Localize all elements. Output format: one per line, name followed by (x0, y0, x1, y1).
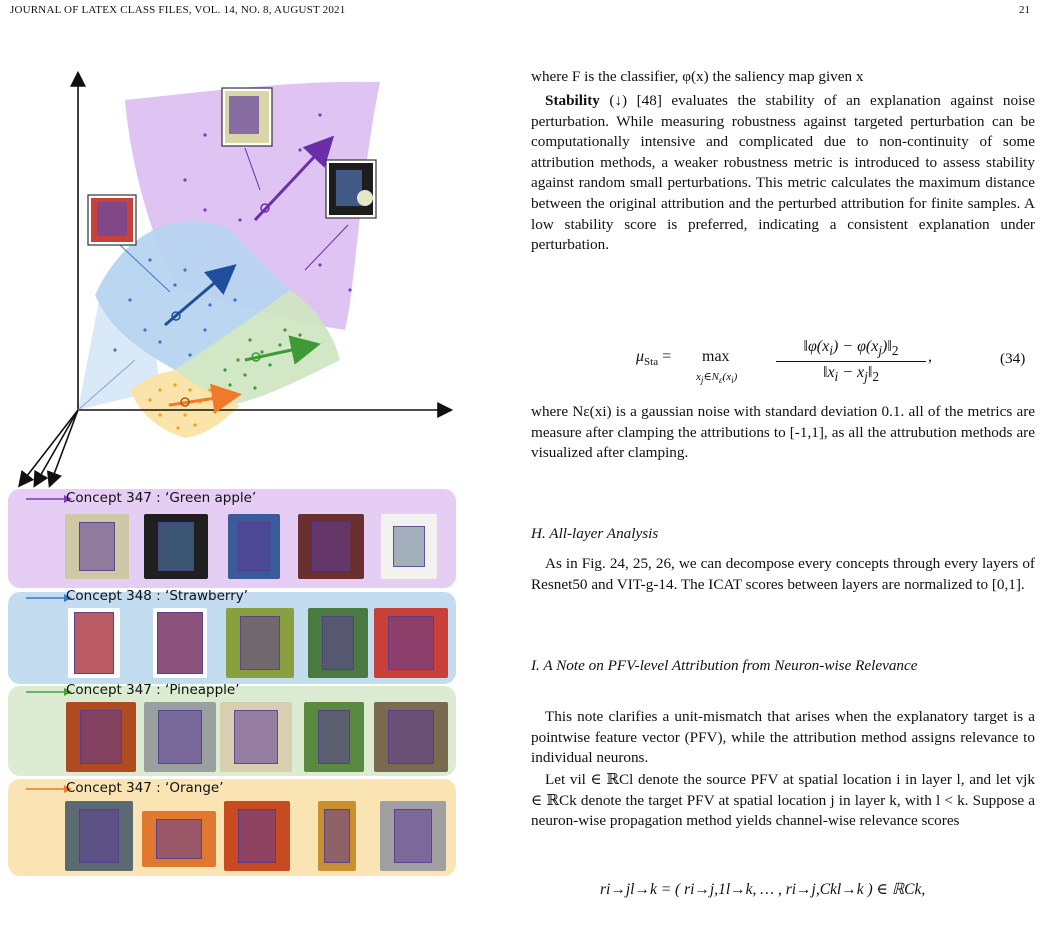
concept-thumb (68, 608, 120, 678)
concept-panel-green-apple (8, 489, 456, 588)
concept-label: Concept 347 : ‘Pineapple’ (66, 682, 240, 698)
concept-thumb (153, 608, 207, 678)
section-i-paragraph-1: This note clarifies a unit-mismatch that arises when the explanatory target is a pointwise feature vector (PFV), while the attribution method assigns relevance to individual neurons. (531, 708, 1035, 767)
journal-header: JOURNAL OF LATEX CLASS FILES, VOL. 14, NO. 8, AUGUST 2021 (10, 4, 346, 16)
stability-paragraph: Stability (↓) [48] evaluates the stability of an explanation against noise perturbation. While measuring robustness against targeted perturbation can be computationally intensive and complicated due to non-continuity of some attribution methods, a weaker robustness metric is introduced to assess stability against random small perturbations. This metric calculates the maximum distance between the original attribution and the perturbed attribution for finite samples. A low stability score is preferred, indicating a consistent explanation under perturbation. (531, 92, 1035, 254)
callout-thumb-apple-1 (222, 88, 272, 146)
concept-thumb (298, 514, 364, 579)
text-line1: where F is the classifier, φ(x) the saliency map given x (531, 68, 864, 85)
concept-thumb (224, 801, 290, 871)
concept-panel-strawberry (8, 588, 456, 684)
section-i-title: I. A Note on PFV-level Attribution from Neuron-wise Relevance (531, 657, 918, 674)
callout-thumb-apple-2 (326, 160, 376, 218)
concept-space-figure (0, 60, 470, 490)
concept-thumb (220, 702, 292, 772)
concept-label: Concept 347 : ‘Orange’ (66, 780, 224, 796)
concept-thumb (65, 801, 133, 871)
concept-thumb (228, 514, 280, 579)
section-h-body: As in Fig. 24, 25, 26, we can decompose every concepts through every layers of Resnet50 and VIT-g-14. The ICAT scores between layers are normalized to [0,1]. (531, 555, 1035, 593)
concept-thumb (66, 702, 136, 772)
section-h-title: H. All-layer Analysis (531, 525, 659, 542)
concept-thumb (308, 608, 368, 678)
concept-thumb (65, 514, 129, 579)
equation-r: ri→jl→k = ( ri→j,1l→k, … , ri→j,Ckl→k ) ∈ ℝCk, (600, 881, 926, 898)
section-i-paragraph-2: Let vil ∈ ℝCl denote the source PFV at spatial location i in layer l, and let vjk ∈ ℝCk denote the target PFV at spatial location j in layer k, with l < k. Suppose a neuron-wise propagation method yields channel-wise relevance scores (531, 771, 1035, 830)
equation-number: (34) (1000, 350, 1026, 367)
concept-thumb (144, 702, 216, 772)
concept-thumb (374, 702, 448, 772)
concept-panel-orange (8, 779, 456, 876)
concept-thumb (144, 514, 208, 579)
concept-label: Concept 348 : ‘Strawberry’ (66, 588, 249, 604)
concept-thumb (380, 801, 446, 871)
concept-label: Concept 347 : ‘Green apple’ (66, 490, 257, 506)
concept-panel-pineapple (8, 682, 456, 776)
after-equation-paragraph: where Nε(xi) is a gaussian noise with standard deviation 0.1. all of the metrics are measure after clamping the attributions to [-1,1], as all the attrubution methods are visualized after clamping. (531, 403, 1035, 462)
concept-thumb (381, 514, 437, 579)
equation-34: $\mu_{Sta}$ = max $x_j\in N_\varepsilon(x_i)$ $‖\varphi(x_i)$ − $\varphi(x_j)‖_2$ $‖x_i$ − $x_j‖_2$ , (636, 338, 932, 386)
concept-thumb (374, 608, 448, 678)
concept-thumb (226, 608, 294, 678)
concept-thumb (318, 801, 356, 871)
concept-thumb (304, 702, 364, 772)
concept-thumb (142, 811, 216, 867)
callout-thumb-strawberry (88, 195, 136, 245)
page-number: 21 (1019, 4, 1030, 16)
